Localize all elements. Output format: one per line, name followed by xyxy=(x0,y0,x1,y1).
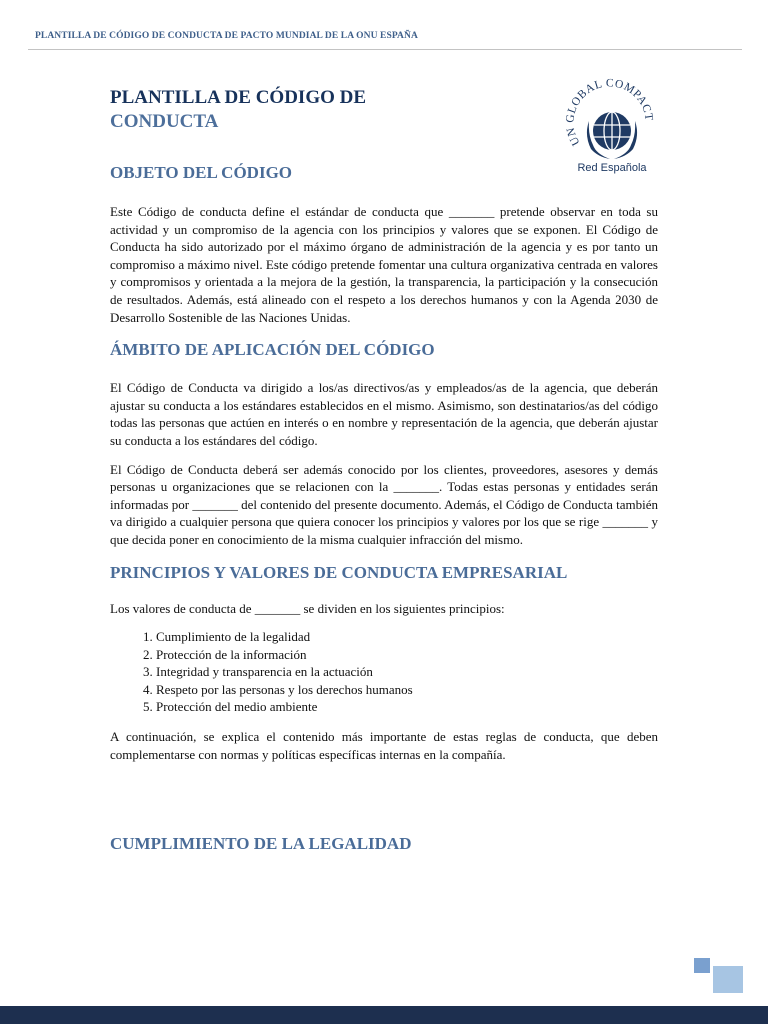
list-item: 4. Respeto por las personas y los derechos humanos xyxy=(156,681,658,699)
decorative-square-large xyxy=(713,966,743,993)
paragraph-ambito-1: El Código de Conducta va dirigido a los/as directivos/as y empleados/as de la agencia, que deberán ajustar su conducta a los estándares establecidos en el mismo. Asimismo, son destinatarios/as del código todas las personas que actúen en interés o en nombre y representación de la agencia, que deberán ajustar su conducta a los estándares del código. xyxy=(110,380,658,448)
logo-ring-text: UN GLOBAL COMPACT xyxy=(564,77,655,148)
running-header: PLANTILLA DE CÓDIGO DE CONDUCTA DE PACTO MUNDIAL DE LA ONU ESPAÑA xyxy=(35,31,418,41)
document-title-line-1: PLANTILLA DE CÓDIGO DE xyxy=(110,87,367,108)
header-divider xyxy=(28,49,742,50)
document-body xyxy=(110,160,658,857)
section-heading-objeto: OBJETO DEL CÓDIGO xyxy=(110,163,293,182)
list-item: 3. Integridad y transparencia en la actuación xyxy=(156,663,658,681)
section-heading-legalidad: CUMPLIMIENTO DE LA LEGALIDAD xyxy=(110,834,412,854)
document-title-line-2: CONDUCTA xyxy=(110,111,219,132)
list-item: 1. Cumplimiento de la legalidad xyxy=(156,628,658,646)
section-heading-principios: PRINCIPIOS Y VALORES DE CONDUCTA EMPRESARIAL xyxy=(110,562,568,582)
decorative-square-small xyxy=(694,958,710,973)
paragraph-ambito-2: El Código de Conducta deberá ser además conocido por los clientes, proveedores, asesores y demás personas u organizaciones que se relacionen con la _______. Todas estas personas y entidades serán informadas por _______ del contenido del presente documento. Además, el Código de Conducta también va dirigido a cualquier persona que quiera conocer los principios y valores por los que se rige _______ y que decida poner en conocimiento de la misma cualquier infracción del mismo. xyxy=(110,461,658,547)
paragraph-principios-intro: Los valores de conducta de _______ se dividen en los siguientes principios: xyxy=(110,600,505,616)
logo-caption: Red Española xyxy=(577,162,647,174)
principles-list xyxy=(110,628,658,716)
footer-band xyxy=(0,1006,768,1024)
paragraph-principios-outro: A continuación, se explica el contenido más importante de estas reglas de conducta, que deben complementarse con normas y políticas específicas internas en la compañía. xyxy=(110,729,658,762)
document-title xyxy=(110,86,366,134)
paragraph-objeto: Este Código de conducta define el estándar de conducta que _______ pretende observar en toda su actividad y un compromiso de la agencia con los principios y valores que se exponen. El Código de Conducta ha sido autorizado por el máximo órgano de administración de la agencia y es por tanto un compromiso a máximo nivel. Este código pretende fomentar una cultura organizativa centrada en valores y compromisos y orientada a la mejora de la gestión, la transparencia, la participación y la consecución de resultados. Además, está alineado con el respeto a los derechos humanos y con la Agenda 2030 de Desarrollo Sostenible de las Naciones Unidas. xyxy=(110,204,658,325)
globe-icon xyxy=(593,112,631,150)
list-item: 5. Protección del medio ambiente xyxy=(156,698,658,716)
section-heading-ambito: ÁMBITO DE APLICACIÓN DEL CÓDIGO xyxy=(110,340,435,360)
list-item: 2. Protección de la información xyxy=(156,646,658,664)
